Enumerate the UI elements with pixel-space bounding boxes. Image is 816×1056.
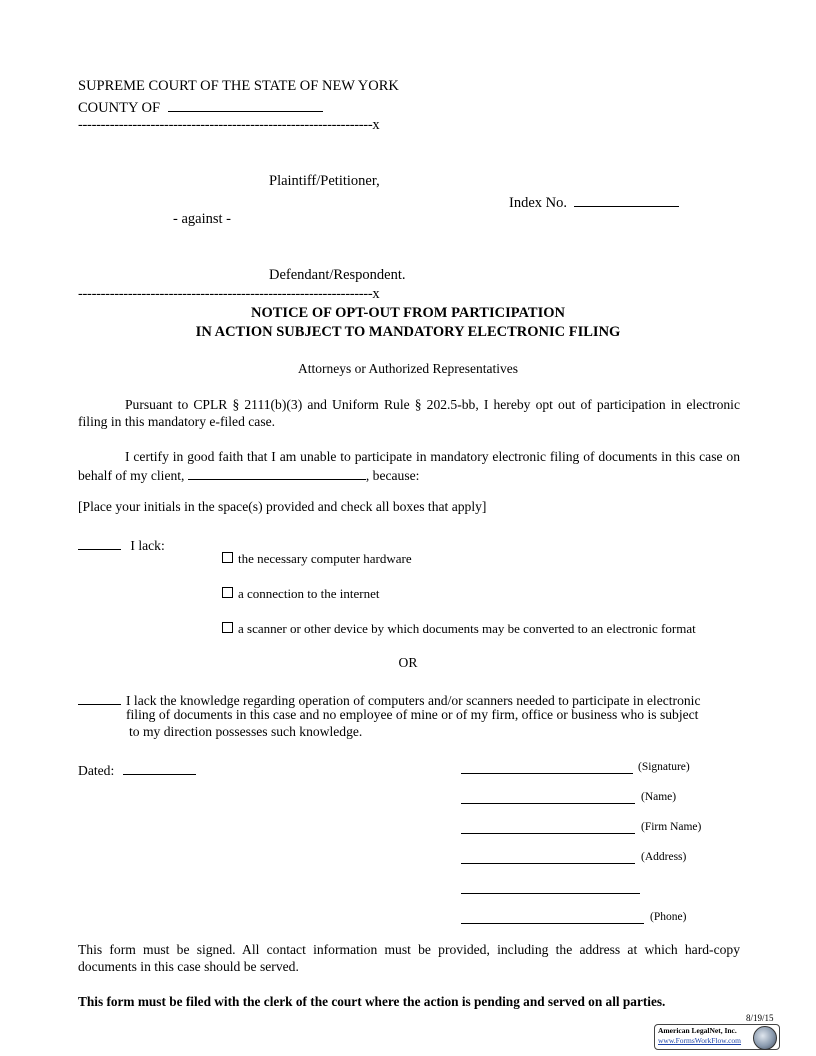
address-blank[interactable] bbox=[461, 862, 635, 864]
against-label: - against - bbox=[173, 211, 231, 227]
scanner-checkbox[interactable] bbox=[222, 622, 233, 633]
initials-blank-1[interactable] bbox=[78, 535, 121, 550]
publisher-name: American LegalNet, Inc. bbox=[658, 1026, 737, 1035]
plaintiff-label: Plaintiff/Petitioner, bbox=[269, 173, 380, 189]
initials-blank-2[interactable] bbox=[78, 690, 121, 705]
title-line-1: NOTICE OF OPT-OUT FROM PARTICIPATION bbox=[251, 305, 565, 321]
caption-divider-top: -----------------------------------------------------------------x bbox=[78, 117, 380, 133]
signature-blank[interactable] bbox=[461, 772, 633, 774]
knowledge-line-2: filing of documents in this case and no employee of mine or of my firm, office or business who is subject bbox=[126, 707, 699, 722]
address-label: (Address) bbox=[641, 851, 687, 863]
county-blank[interactable] bbox=[168, 97, 323, 112]
or-label: OR bbox=[398, 655, 418, 670]
dated-label: Dated: bbox=[78, 763, 115, 778]
lack-line bbox=[78, 535, 165, 554]
address-blank-2[interactable] bbox=[461, 892, 640, 894]
instructions: [Place your initials in the space(s) provided and check all boxes that apply] bbox=[78, 499, 487, 514]
form-date: 8/19/15 bbox=[746, 1013, 774, 1023]
firm-name-label: (Firm Name) bbox=[641, 821, 702, 833]
caption-divider-bottom: -----------------------------------------------------------------x bbox=[78, 286, 380, 302]
title-line-2: IN ACTION SUBJECT TO MANDATORY ELECTRONIC FILING bbox=[195, 324, 621, 340]
index-label: Index No. bbox=[509, 195, 567, 211]
client-name-blank[interactable] bbox=[188, 465, 366, 480]
date-blank[interactable] bbox=[123, 760, 196, 775]
hardware-label: the necessary computer hardware bbox=[238, 551, 412, 566]
phone-blank[interactable] bbox=[461, 922, 644, 924]
publisher-link[interactable]: www.FormsWorkFlow.com bbox=[658, 1036, 742, 1045]
certify-paragraph bbox=[78, 448, 740, 484]
option-scanner[interactable] bbox=[222, 621, 696, 637]
pursuant-paragraph: Pursuant to CPLR § 2111(b)(3) and Uniform Rule § 202.5-bb, I hereby opt out of participation in electronic filing in this mandatory e-filed case. bbox=[78, 397, 740, 429]
phone-label: (Phone) bbox=[650, 911, 687, 923]
internet-label: a connection to the internet bbox=[238, 586, 380, 601]
globe-icon bbox=[753, 1026, 777, 1050]
lack-label: I lack: bbox=[130, 538, 165, 553]
index-line bbox=[509, 192, 679, 212]
certify-text-1: I certify in good faith that I am unable to participate in mandatory electronic filing of documents in this case on behalf of my client, bbox=[78, 449, 740, 483]
signature-label: (Signature) bbox=[638, 761, 690, 773]
knowledge-line-3: to my direction possesses such knowledge. bbox=[129, 724, 363, 739]
dated-line bbox=[78, 760, 196, 779]
court-name: SUPREME COURT OF THE STATE OF NEW YORK bbox=[78, 78, 399, 94]
filing-note: This form must be filed with the clerk of the court where the action is pending and served on all parties. bbox=[78, 994, 666, 1009]
certify-text-2: , because: bbox=[365, 468, 420, 483]
name-label: (Name) bbox=[641, 791, 677, 803]
firm-name-blank[interactable] bbox=[461, 832, 635, 834]
publisher-badge[interactable] bbox=[654, 1024, 780, 1050]
signing-note: This form must be signed. All contact information must be provided, including the address at which hard-copy documents in this case should be served. bbox=[78, 942, 740, 974]
knowledge-text-1: I lack the knowledge regarding operation of computers and/or scanners needed to participate in electronic bbox=[126, 693, 701, 708]
scanner-label: a scanner or other device by which documents may be converted to an electronic format bbox=[238, 621, 696, 636]
county-label: COUNTY OF bbox=[78, 100, 161, 116]
hardware-checkbox[interactable] bbox=[222, 552, 233, 563]
option-hardware[interactable] bbox=[222, 551, 412, 567]
county-line bbox=[78, 97, 323, 117]
defendant-label: Defendant/Respondent. bbox=[269, 267, 406, 283]
internet-checkbox[interactable] bbox=[222, 587, 233, 598]
option-internet[interactable] bbox=[222, 586, 380, 602]
index-blank[interactable] bbox=[574, 192, 679, 207]
subtitle: Attorneys or Authorized Representatives bbox=[297, 361, 519, 376]
name-blank[interactable] bbox=[461, 802, 635, 804]
